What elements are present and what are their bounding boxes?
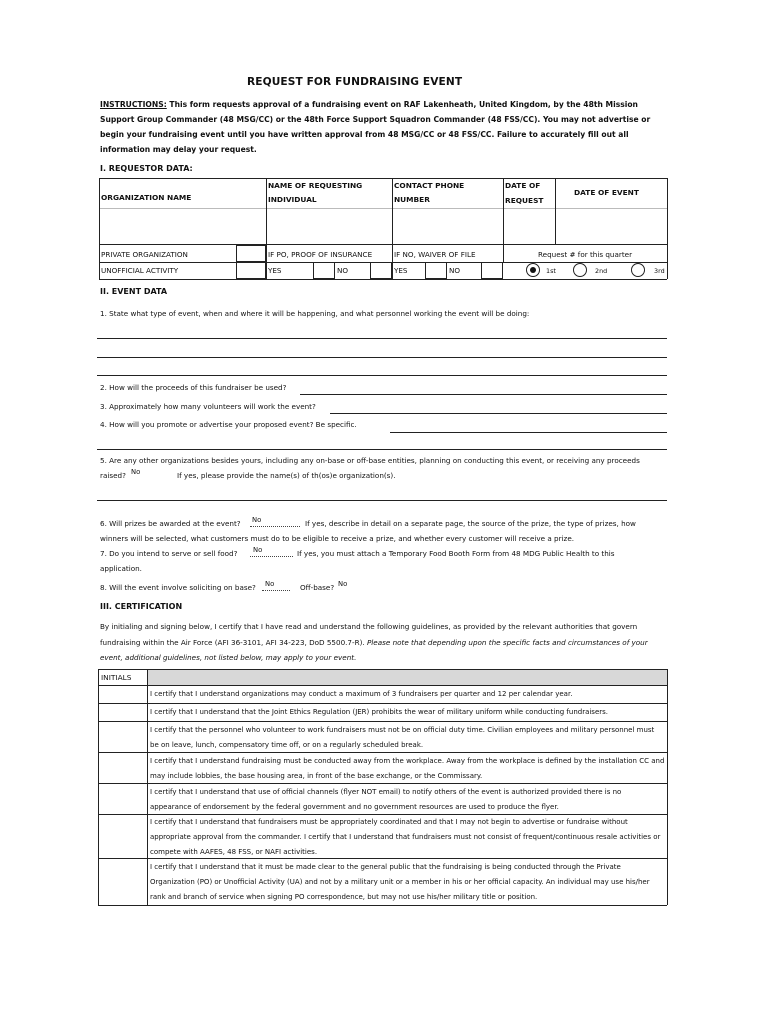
instructions (100, 97, 670, 157)
answer-line-1b[interactable] (97, 357, 667, 358)
section-3-heading: III. CERTIFICATION (100, 602, 183, 611)
question-3: 3. Approximately how many volunteers will work the event? (100, 402, 316, 411)
insurance-no-label: NO (337, 266, 349, 275)
question-1: 1. State what type of event, when and where it will be happening, and what personnel working the event will be doing: (100, 309, 530, 318)
instructions-text: This form requests approval of a fundraising event on RAF Lakenheath, United Kingdom, by the 48th Mission Support Group Commander (48 MSG/CC) or the 48th Force Support Squadron Commander (48 FSS/CC). You may not advertise or begin your fundraising event until you have written approval from 48 MSG/CC or 48 FSS/CC. Failure to accurately fill out all information may delay your request. (100, 100, 651, 154)
certification-intro-2-plain: fundraising within the Air Force (AFI 36-3101, AFI 34-223, DoD 5500.7-R). (100, 638, 367, 647)
insurance-yes-checkbox[interactable] (313, 262, 335, 279)
answer-line-3[interactable] (330, 413, 667, 414)
table-border-bottom (99, 279, 667, 280)
initials-header: INITIALS (101, 673, 132, 682)
date-event-header: DATE OF EVENT (574, 188, 639, 197)
cert-col-divider (147, 669, 148, 905)
question-5-followup: If yes, please provide the name(s) of th(os)e organization(s). (177, 471, 396, 480)
contact-phone-header-2: NUMBER (394, 195, 430, 204)
private-org-label: PRIVATE ORGANIZATION (101, 250, 188, 259)
certification-item-4: I certify that I understand fundraising must be conducted away from the workplace. Away from the workplace is defined by the installation CC and may include lobbies, the base housing area, in front of the base exchange, or the Commissary. (150, 757, 665, 780)
question-7-followup-2: application. (100, 564, 142, 573)
insurance-yes-label: YES (268, 266, 282, 275)
waiver-no-checkbox[interactable] (481, 262, 503, 279)
request-number-label: Request # for this quarter (538, 250, 633, 259)
date-request-header: DATE OF (505, 181, 541, 190)
question-8-offbase: Off-base? (300, 583, 335, 592)
initials-field-4[interactable] (99, 753, 146, 782)
quarter-3rd-label: 3rd (654, 267, 665, 275)
question-6: 6. Will prizes be awarded at the event? (100, 519, 241, 528)
question-8-offbase-answer[interactable]: No (338, 580, 348, 588)
question-8-answer: No (265, 580, 275, 588)
initials-field-6[interactable] (99, 815, 146, 857)
question-7: 7. Do you intend to serve or sell food? (100, 549, 238, 558)
instructions-label: INSTRUCTIONS: (100, 100, 167, 109)
quarter-3rd-radio[interactable] (631, 263, 645, 277)
cert-table-bottom (98, 905, 667, 906)
question-4: 4. How will you promote or advertise your proposed event? Be specific. (100, 420, 357, 429)
table-col-divider (392, 178, 393, 279)
certification-item-2: I certify that I understand that the Joint Ethics Regulation (JER) prohibits the wear of military uniform while conducting fundraisers. (150, 708, 609, 716)
answer-line-5[interactable] (97, 500, 667, 501)
insurance-no-checkbox[interactable] (370, 262, 392, 279)
question-5-raised: raised? (100, 471, 126, 480)
question-5-answer[interactable]: No (131, 468, 141, 476)
quarter-1st-label: 1st (546, 267, 556, 275)
question-5: 5. Are any other organizations besides yours, including any on-base or off-base entities, planning on conducting this event, or receiving any proceeds (100, 456, 640, 465)
cert-table-top (98, 669, 667, 670)
requesting-name-header-2: INDIVIDUAL (268, 195, 317, 204)
initials-field-3[interactable] (99, 722, 146, 751)
answer-line-4[interactable] (390, 432, 667, 433)
certification-item-6: I certify that I understand that fundraisers must be appropriately coordinated and that I may not begin to advertise or fundraise without appropriate approval from the commander. I certify that I understand that fundraisers must not consist of frequent/continuous resale activities or compete with AAFES, 48 FSS, or NAFI activities. (150, 818, 661, 856)
initials-field-7[interactable] (99, 859, 146, 904)
waiver-no-label: NO (449, 266, 461, 275)
question-6-answer-field[interactable] (250, 516, 300, 527)
answer-line-1a[interactable] (97, 338, 667, 339)
proof-insurance-label: IF PO, PROOF OF INSURANCE (268, 250, 373, 259)
certification-intro-2 (100, 638, 648, 647)
certification-item-5: I certify that I understand that use of official channels (flyer NOT email) to notify others of the event is authorized provided there is no appearance of endorsement by the federal government and no government resources are used to produce the flyer. (150, 788, 622, 811)
date-request-header-2: REQUEST (505, 196, 544, 205)
unofficial-activity-label: UNOFFICIAL ACTIVITY (101, 266, 179, 275)
question-8-answer-field[interactable] (262, 580, 290, 591)
table-border-right (667, 178, 668, 279)
question-6-answer: No (252, 516, 262, 524)
waiver-yes-label: YES (394, 266, 408, 275)
unofficial-activity-checkbox[interactable] (236, 262, 266, 279)
cert-table-right (667, 669, 668, 905)
section-2-heading: II. EVENT DATA (100, 287, 168, 296)
table-rule (99, 208, 667, 209)
private-org-checkbox[interactable] (236, 245, 266, 262)
question-2: 2. How will the proceeds of this fundraiser be used? (100, 383, 287, 392)
table-col-divider (266, 178, 267, 279)
table-rule (99, 244, 667, 245)
answer-line-1c[interactable] (97, 375, 667, 376)
cert-rule (98, 703, 667, 704)
quarter-2nd-radio[interactable] (573, 263, 587, 277)
certification-intro-1: By initialing and signing below, I certify that I have read and understand the following guidelines, as provided by the relevant authorities that govern (100, 622, 638, 631)
form-title: REQUEST FOR FUNDRAISING EVENT (247, 76, 463, 88)
certification-item-1: I certify that I understand organizations may conduct a maximum of 3 fundraisers per quarter and 12 per calendar year. (150, 690, 573, 698)
question-8: 8. Will the event involve soliciting on base? (100, 583, 256, 592)
table-col-divider (555, 178, 556, 244)
initials-field-5[interactable] (99, 784, 146, 813)
certification-item-3: I certify that the personnel who volunteer to work fundraisers must not be on official duty time. Civilian employees and military personnel must be on leave, lunch, compensatory time off, or on a regularly scheduled break. (150, 726, 655, 749)
question-6-followup: If yes, describe in detail on a separate page, the source of the prize, the type of prizes, how (305, 519, 636, 528)
waiver-label: IF NO, WAIVER OF FILE (394, 250, 476, 259)
quarter-2nd-label: 2nd (595, 267, 608, 275)
contact-phone-header: CONTACT PHONE (394, 181, 465, 190)
waiver-yes-checkbox[interactable] (425, 262, 447, 279)
org-name-header: ORGANIZATION NAME (101, 193, 192, 202)
question-7-answer-field[interactable] (250, 546, 293, 557)
cert-rule (98, 685, 667, 686)
quarter-1st-radio[interactable] (526, 263, 540, 277)
answer-line-4b[interactable] (97, 449, 667, 450)
certification-intro-2-italic: Please note that depending upon the specific facts and circumstances of your (366, 638, 648, 647)
section-1-heading: I. REQUESTOR DATA: (100, 164, 193, 173)
question-7-answer: No (253, 546, 263, 554)
initials-field-1[interactable] (99, 686, 146, 702)
certification-item-7: I certify that I understand that it must be made clear to the general public that the fundraising is being conducted through the Private Organization (PO) or Unofficial Activity (UA) and not by a military unit or a member in his or her official capacity. An individual may use his/her rank and branch of service when signing PO correspondence, but may not use his/her military title or position. (150, 863, 650, 901)
question-6-followup-2: winners will be selected, what customers must do to be eligible to receive a prize, and whether every customer will receive a prize. (100, 534, 575, 543)
requesting-name-header: NAME OF REQUESTING (268, 181, 363, 190)
certification-header-shade (147, 669, 667, 685)
cert-rule (98, 721, 667, 722)
answer-line-2[interactable] (300, 394, 667, 395)
question-7-followup: If yes, you must attach a Temporary Food Booth Form from 48 MDG Public Health to this (297, 549, 615, 558)
certification-intro-3: event, additional guidelines, not listed below, may apply to your event. (100, 653, 357, 662)
table-border-top (99, 178, 667, 179)
table-col-divider (503, 178, 504, 262)
initials-field-2[interactable] (99, 704, 146, 720)
table-border-left (99, 178, 100, 279)
